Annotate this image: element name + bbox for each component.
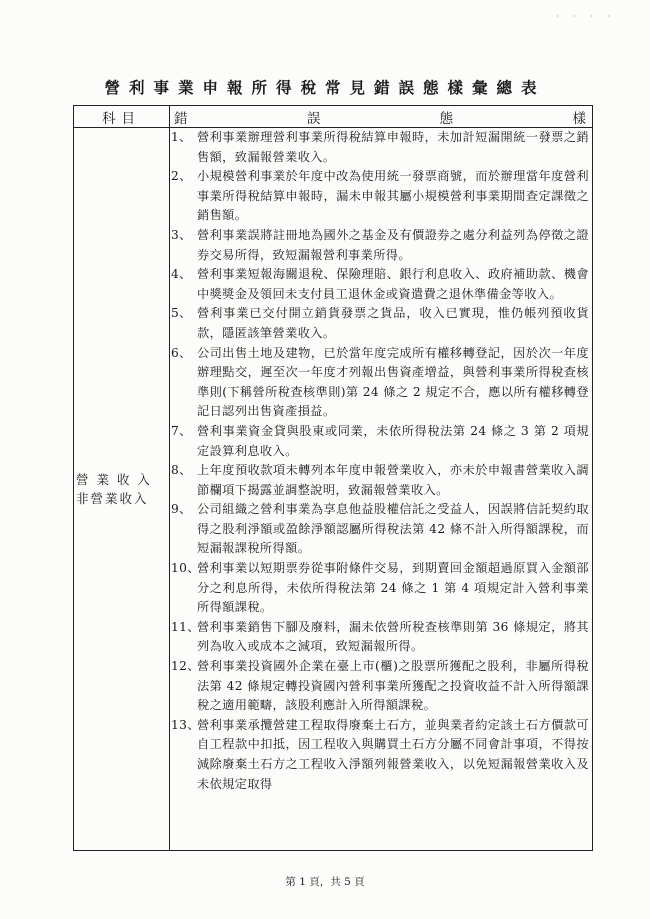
item-text: 營利事業投資國外企業在臺上市(櫃)之股票所獲配之股利，非屬所得稅法第 42 條規定轉投資國內營利事業所獲配之投資收益不計入所得額課稅之適用範疇，該股利應計入所得額課稅。 <box>197 659 589 713</box>
item-text: 營利事業資金貸與股東或同業，未依所得稅法第 24 條之 3 第 2 項規定設算利息收入。 <box>197 423 589 458</box>
list-item <box>170 128 592 167</box>
error-items-list <box>170 128 592 850</box>
list-item <box>170 716 592 794</box>
list-item <box>170 657 592 716</box>
table-body-row <box>74 128 593 851</box>
subject-line: 營 業 收 入 <box>76 472 152 487</box>
page-footer: 第 1 頁，共 5 頁 <box>285 876 365 888</box>
subject-line: 非營業收入 <box>76 491 149 506</box>
list-item <box>170 461 592 500</box>
item-number: 1、 <box>171 130 192 144</box>
item-number: 8、 <box>171 463 192 478</box>
list-item <box>170 304 592 343</box>
item-number: 3、 <box>171 227 192 242</box>
list-item <box>170 500 592 559</box>
item-text: 公司組織之營利事業為享息他益股權信託之受益人，因誤將信託契約取得之股利淨額或盈餘淨額認屬所得稅法第 42 條不計入所得額課稅，而短漏報課稅所得額。 <box>197 502 589 556</box>
list-item <box>170 265 592 304</box>
header-errors <box>170 106 593 128</box>
item-text: 營利事業以短期票券從事附條件交易，到期賣回金額超過原買入金額部分之利息所得，未依所得稅法第 24 條之 1 第 4 項規定計入營利事業所得額課稅。 <box>197 561 589 615</box>
header-errors-char: 態 <box>439 110 454 127</box>
errors-cell <box>170 128 593 851</box>
item-text: 小規模營利事業於年度中改為使用統一發票商號，而於辦理當年度營利事業所得稅結算申報時，漏未申報其屬小規模營利事業期間查定課徵之銷售額。 <box>197 169 589 223</box>
item-number: 10、 <box>171 561 200 576</box>
page-title: 營利事業申報所得稅常見錯誤態樣彙總表 <box>104 78 546 97</box>
list-item <box>170 226 592 265</box>
item-number: 9、 <box>171 502 192 517</box>
item-number: 12、 <box>171 659 200 674</box>
list-item <box>170 167 592 226</box>
header-errors-char: 誤 <box>306 110 321 127</box>
item-number: 6、 <box>171 345 192 360</box>
subject-cell <box>74 128 170 851</box>
item-text: 營利事業銷售下腳及廢料，漏未依營所稅查核準則第 36 條規定，將其列為收入或成本之減項，致短漏報所得。 <box>197 619 589 654</box>
item-number: 4、 <box>171 267 192 282</box>
list-item <box>170 422 592 461</box>
item-text: 公司出售土地及建物，已於當年度完成所有權移轉登記，因於次一年度辦理點交，遲至次一年度才列報出售資產增益，與營利事業所得稅查核準則(下稱營所稅查核準則)第 24 條之 2 規定不合，應以所有權移轉登記日認列出售資產損益。 <box>197 345 589 419</box>
list-item <box>170 344 592 422</box>
item-text: 營利事業誤將註冊地為國外之基金及有價證券之處分利益列為停徵之證券交易所得，致短漏報營利事業所得。 <box>197 227 589 262</box>
item-number: 11、 <box>171 619 200 634</box>
table-header-row <box>74 106 593 128</box>
list-item <box>170 559 592 618</box>
item-text: 營利事業短報海關退稅、保險理賠、銀行利息收入、政府補助款、機會中獎獎金及領回未支付員工退休金或資遣費之退休準備金等收入。 <box>197 267 589 301</box>
item-number: 7、 <box>171 423 192 438</box>
item-text: 營利事業已交付開立銷貨發票之貨品，收入已實現，惟仍帳列預收貨款，隱匿該筆營業收入。 <box>197 306 589 340</box>
item-number: 5、 <box>171 306 192 321</box>
errors-table <box>73 105 593 851</box>
header-subject: 科目 <box>74 106 170 128</box>
item-number: 2、 <box>171 169 192 184</box>
item-text: 營利事業承攬營建工程取得廢棄土石方，並與業者約定該土石方價款可自工程款中扣抵，因工程收入與購買土石方分屬不同會計事項，不得按減除廢棄土石方之工程收入淨額列報營業收入，以免短漏報營業收入及未依規定取得 <box>197 717 589 791</box>
list-item <box>170 618 592 657</box>
header-errors-char: 錯 <box>174 110 188 127</box>
item-text: 營利事業辦理營利事業所得稅結算申報時，未加計短漏開統一發票之銷售額，致漏報營業收入。 <box>197 130 589 164</box>
item-number: 13、 <box>171 717 200 732</box>
item-text: 上年度預收款項未轉列本年度申報營業收入，亦未於申報書營業收入調節欄項下揭露並調整說明，致漏報營業收入。 <box>197 463 589 497</box>
scan-corner-marks: · · · · <box>556 12 616 21</box>
header-errors-char: 樣 <box>572 110 586 127</box>
